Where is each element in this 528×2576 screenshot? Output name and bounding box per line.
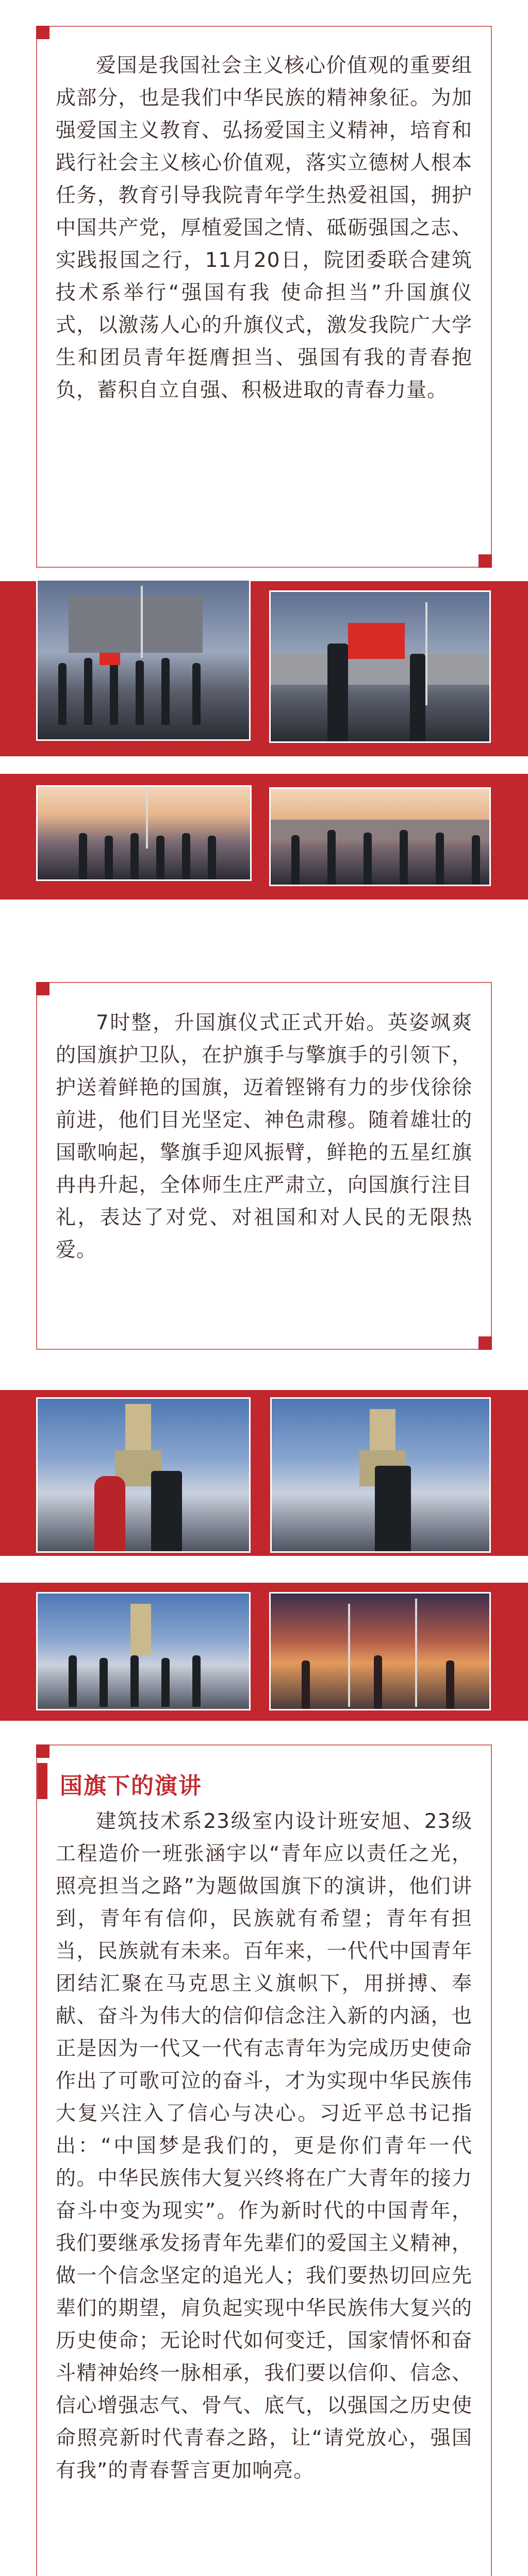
speech-card bbox=[36, 1744, 492, 2576]
ceremony-paragraph: 7时整，升国旗仪式正式开始。英姿飒爽的国旗护卫队，在护旗手与擎旗手的引领下，护送着鲜艳的国旗，迈着铿锵有力的步伐徐徐前进，他们目光坚定、神色肃穆。随着雄壮的国歌响起，擎旗手迎风振臂，鲜艳的五星红旗冉冉升起，全体师生庄严肃立，向国旗行注目礼，表达了对党、对祖国和对人民的无限热爱。 bbox=[56, 1011, 472, 1262]
intro-card bbox=[36, 26, 492, 568]
photo-flag-guard-marching bbox=[36, 579, 251, 741]
photo-speakers-podium bbox=[36, 1397, 251, 1553]
speech-paragraph: 建筑技术系23级室内设计班安旭、23级工程造价一班张涵宇以“青年应以责任之光，照亮担当之路”为题做国旗下的演讲，他们讲到，青年有信仰，民族就有希望；青年有担当，民族就有未来。百年来，一代代中国青年团结汇聚在马克思主义旗帜下，用拼搏、奉献、奋斗为伟大的信仰信念注入新的内涵，也正是因为一代又一代有志青年为完成历史使命作出了可歌可泣的奋斗，才为实现中华民族伟大复兴注入了信心与决心。习近平总书记指出：“中国梦是我们的，更是你们青年一代的。中华民族伟大复兴终将在广大青年的接力奋斗中变为现实”。作为新时代的中国青年，我们要继承发扬青年先辈们的爱国主义精神，做一个信念坚定的追光人；我们要热切回应先辈们的期望，肩负起实现中华民族伟大复兴的历史使命；无论时代如何变迁，国家情怀和奋斗精神始终一脉相承，我们要以信仰、信念、信心增强志气、骨气、底气，以强国之历史使命照亮新时代青春之路，让“请党放心，强国有我”的青春誓言更加响亮。 bbox=[56, 1810, 472, 2482]
photo-speaker-student bbox=[270, 1397, 491, 1553]
photo-flag-bearer bbox=[269, 590, 491, 743]
corner-tick-icon bbox=[36, 1744, 50, 1758]
photo-guard-formation bbox=[269, 787, 491, 886]
section-bar-icon bbox=[37, 1763, 47, 1799]
ceremony-card bbox=[36, 982, 492, 1350]
speech-section-header bbox=[37, 1763, 491, 1799]
corner-tick-icon bbox=[478, 554, 492, 568]
speech-section-title: 国旗下的演讲 bbox=[60, 1773, 202, 1799]
intro-paragraph: 爱国是我国社会主义核心价值观的重要组成部分，也是我们中华民族的精神象征。为加强爱国主义教育、弘扬爱国主义精神，培育和践行社会主义核心价值观，落实立德树人根本任务，教育引导我院青年学生热爱祖国，拥护中国共产党，厚植爱国之情、砥砺强国之志、实践报国之行，11月20日，院团委联合建筑技术系举行“强国有我 使命担当”升国旗仪式，以激荡人心的升旗仪式，激发我院广大学生和团员青年挺膺担当、强国有我的青春抱负，蓄积自立自强、积极进取的青春力量。 bbox=[56, 54, 472, 402]
corner-tick-icon bbox=[36, 26, 50, 39]
photo-dawn-ceremony bbox=[36, 785, 252, 881]
corner-tick-icon bbox=[36, 982, 50, 995]
photo-students-assembly bbox=[36, 1592, 251, 1710]
photo-sunrise-flagpole bbox=[269, 1592, 491, 1710]
corner-tick-icon bbox=[478, 1336, 492, 1350]
